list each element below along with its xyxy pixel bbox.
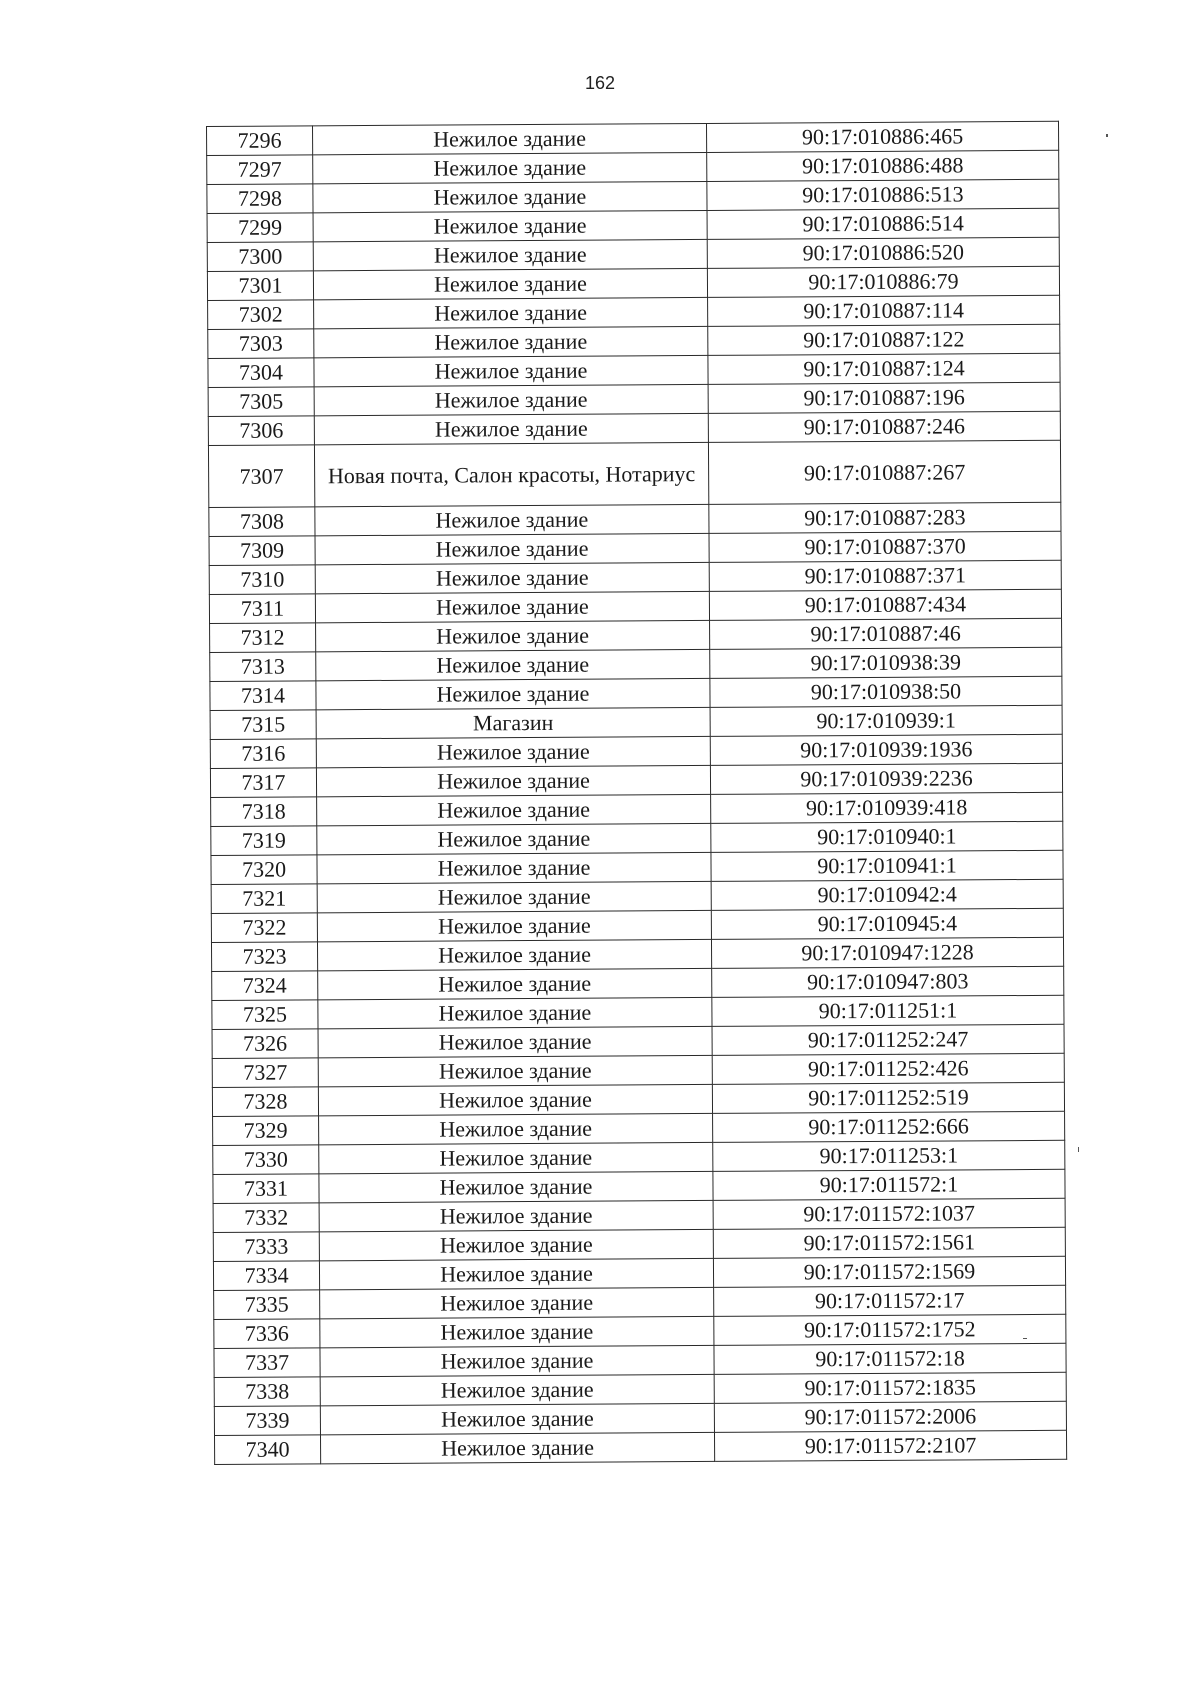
cadastral-number-cell: 90:17:010887:122 (708, 324, 1060, 355)
cadastral-number-cell: 90:17:010941:1 (711, 850, 1063, 881)
row-number-cell: 7322 (211, 913, 317, 943)
object-name-cell: Нежилое здание (319, 1142, 713, 1173)
cadastral-number-cell: 90:17:010887:46 (710, 618, 1062, 649)
row-number-cell: 7304 (208, 358, 314, 388)
table-row (214, 1430, 1066, 1464)
page-number: 162 (584, 73, 616, 93)
object-name-cell: Нежилое здание (313, 210, 707, 241)
object-name-cell: Нежилое здание (319, 1229, 713, 1260)
object-name-cell: Нежилое здание (318, 968, 712, 999)
object-name-cell: Нежилое здание (316, 649, 710, 680)
object-name-cell: Нежилое здание (314, 326, 708, 357)
object-name-cell: Новая почта, Салон красоты, Нотариус (314, 442, 708, 506)
row-number-cell: 7327 (212, 1058, 318, 1088)
object-name-cell: Нежилое здание (315, 504, 709, 535)
row-number-cell: 7323 (211, 942, 317, 972)
row-number-cell: 7338 (214, 1377, 320, 1407)
row-number-cell: 7329 (213, 1116, 319, 1146)
cadastral-number-cell: 90:17:010887:267 (708, 440, 1060, 504)
row-number-cell: 7298 (207, 184, 313, 214)
row-number-cell: 7318 (211, 797, 317, 827)
cadastral-number-cell: 90:17:010940:1 (711, 821, 1063, 852)
cadastral-number-cell: 90:17:011252:247 (712, 1024, 1064, 1055)
cadastral-number-cell: 90:17:010887:246 (708, 411, 1060, 442)
object-name-cell: Нежилое здание (315, 562, 709, 593)
row-number-cell: 7309 (209, 536, 315, 566)
row-number-cell: 7301 (207, 271, 313, 301)
cadastral-number-cell: 90:17:011572:18 (714, 1343, 1066, 1374)
cadastral-number-cell: 90:17:010886:465 (706, 121, 1058, 152)
object-name-cell: Нежилое здание (317, 852, 711, 883)
object-name-cell: Нежилое здание (317, 939, 711, 970)
cadastral-number-cell: 90:17:010887:124 (708, 353, 1060, 384)
row-number-cell: 7302 (208, 300, 314, 330)
scan-speck (1078, 1147, 1079, 1152)
cadastral-number-cell: 90:17:010939:1936 (710, 734, 1062, 765)
object-name-cell: Нежилое здание (313, 268, 707, 299)
cadastral-number-cell: 90:17:010886:79 (707, 266, 1059, 297)
cadastral-number-cell: 90:17:011572:1037 (713, 1198, 1065, 1229)
cadastral-number-cell: 90:17:011572:1752 (714, 1314, 1066, 1345)
cadastral-number-cell: 90:17:010939:2236 (710, 763, 1062, 794)
cadastral-number-cell: 90:17:011572:2107 (714, 1430, 1066, 1461)
cadastral-number-cell: 90:17:010887:283 (709, 502, 1061, 533)
row-number-cell: 7336 (214, 1319, 320, 1349)
cadastral-number-cell: 90:17:010938:50 (710, 676, 1062, 707)
row-number-cell: 7305 (208, 387, 314, 417)
row-number-cell: 7332 (213, 1203, 319, 1233)
row-number-cell: 7324 (212, 971, 318, 1001)
cadastral-number-cell: 90:17:011572:1569 (713, 1256, 1065, 1287)
cadastral-number-cell: 90:17:010886:513 (707, 179, 1059, 210)
object-name-cell: Нежилое здание (319, 1200, 713, 1231)
object-name-cell: Нежилое здание (320, 1287, 714, 1318)
cadastral-number-cell: 90:17:010887:370 (709, 531, 1061, 562)
object-name-cell: Нежилое здание (314, 384, 708, 415)
row-number-cell: 7316 (210, 739, 316, 769)
cadastral-number-cell: 90:17:011572:17 (714, 1285, 1066, 1316)
object-name-cell: Нежилое здание (317, 794, 711, 825)
row-number-cell: 7319 (211, 826, 317, 856)
row-number-cell: 7337 (214, 1348, 320, 1378)
object-name-cell: Нежилое здание (319, 1171, 713, 1202)
cadastral-number-cell: 90:17:010942:4 (711, 879, 1063, 910)
object-name-cell: Нежилое здание (319, 1258, 713, 1289)
row-number-cell: 7334 (213, 1261, 319, 1291)
row-number-cell: 7320 (211, 855, 317, 885)
row-number-cell: 7333 (213, 1232, 319, 1262)
cadastral-number-cell: 90:17:010938:39 (710, 647, 1062, 678)
cadastral-number-cell: 90:17:011253:1 (713, 1140, 1065, 1171)
object-name-cell: Нежилое здание (318, 997, 712, 1028)
row-number-cell: 7303 (208, 329, 314, 359)
cadastral-number-cell: 90:17:011572:1 (713, 1169, 1065, 1200)
object-name-cell: Нежилое здание (320, 1345, 714, 1376)
scan-speck (1023, 1338, 1027, 1339)
object-name-cell: Нежилое здание (316, 678, 710, 709)
row-number-cell: 7297 (207, 155, 313, 185)
cadastral-number-cell: 90:17:011572:1561 (713, 1227, 1065, 1258)
row-number-cell: 7328 (212, 1087, 318, 1117)
object-name-cell: Нежилое здание (319, 1113, 713, 1144)
object-name-cell: Магазин (316, 707, 710, 738)
row-number-cell: 7314 (210, 681, 316, 711)
cadastral-number-cell: 90:17:010887:371 (709, 560, 1061, 591)
object-name-cell: Нежилое здание (315, 591, 709, 622)
object-name-cell: Нежилое здание (318, 1026, 712, 1057)
row-number-cell: 7315 (210, 710, 316, 740)
object-name-cell: Нежилое здание (317, 910, 711, 941)
row-number-cell: 7339 (214, 1406, 320, 1436)
row-number-cell: 7313 (210, 652, 316, 682)
cadastral-number-cell: 90:17:011252:666 (713, 1111, 1065, 1142)
object-name-cell: Нежилое здание (316, 736, 710, 767)
row-number-cell: 7330 (213, 1145, 319, 1175)
row-number-cell: 7325 (212, 1000, 318, 1030)
cadastral-number-cell: 90:17:010945:4 (711, 908, 1063, 939)
row-number-cell: 7307 (208, 445, 314, 508)
row-number-cell: 7321 (211, 884, 317, 914)
row-number-cell: 7340 (214, 1435, 320, 1465)
row-number-cell: 7306 (208, 416, 314, 446)
object-name-cell: Нежилое здание (318, 1055, 712, 1086)
cadastral-number-cell: 90:17:011251:1 (712, 995, 1064, 1026)
table-row (208, 440, 1060, 507)
cadastral-number-cell: 90:17:010886:514 (707, 208, 1059, 239)
object-name-cell: Нежилое здание (314, 413, 708, 444)
row-number-cell: 7311 (209, 594, 315, 624)
object-name-cell: Нежилое здание (317, 823, 711, 854)
object-name-cell: Нежилое здание (320, 1374, 714, 1405)
cadastral-number-cell: 90:17:010947:1228 (711, 937, 1063, 968)
object-name-cell: Нежилое здание (316, 765, 710, 796)
cadastral-number-cell: 90:17:010939:418 (711, 792, 1063, 823)
object-name-cell: Нежилое здание (314, 355, 708, 386)
object-name-cell: Нежилое здание (317, 881, 711, 912)
cadastral-number-cell: 90:17:011252:426 (712, 1053, 1064, 1084)
row-number-cell: 7310 (209, 565, 315, 595)
row-number-cell: 7335 (214, 1290, 320, 1320)
cadastral-number-cell: 90:17:010886:488 (707, 150, 1059, 181)
object-name-cell: Нежилое здание (316, 620, 710, 651)
cadastral-number-cell: 90:17:011572:1835 (714, 1372, 1066, 1403)
row-number-cell: 7308 (209, 507, 315, 537)
cadastral-number-cell: 90:17:010887:114 (708, 295, 1060, 326)
cadastral-number-cell: 90:17:010886:520 (707, 237, 1059, 268)
object-name-cell: Нежилое здание (318, 1084, 712, 1115)
property-registry-table (206, 121, 1067, 1465)
object-name-cell: Нежилое здание (320, 1403, 714, 1434)
row-number-cell: 7296 (207, 126, 313, 156)
cadastral-number-cell: 90:17:010947:803 (712, 966, 1064, 997)
row-number-cell: 7312 (210, 623, 316, 653)
row-number-cell: 7300 (207, 242, 313, 272)
object-name-cell: Нежилое здание (313, 152, 707, 183)
row-number-cell: 7326 (212, 1029, 318, 1059)
cadastral-number-cell: 90:17:011572:2006 (714, 1401, 1066, 1432)
object-name-cell: Нежилое здание (315, 533, 709, 564)
row-number-cell: 7317 (210, 768, 316, 798)
scan-speck (1106, 134, 1108, 137)
row-number-cell: 7299 (207, 213, 313, 243)
object-name-cell: Нежилое здание (313, 181, 707, 212)
cadastral-number-cell: 90:17:010887:434 (709, 589, 1061, 620)
object-name-cell: Нежилое здание (320, 1316, 714, 1347)
object-name-cell: Нежилое здание (314, 297, 708, 328)
cadastral-number-cell: 90:17:010939:1 (710, 705, 1062, 736)
object-name-cell: Нежилое здание (313, 123, 707, 154)
registry-table-body (207, 121, 1067, 1464)
cadastral-number-cell: 90:17:011252:519 (712, 1082, 1064, 1113)
cadastral-number-cell: 90:17:010887:196 (708, 382, 1060, 413)
object-name-cell: Нежилое здание (313, 239, 707, 270)
row-number-cell: 7331 (213, 1174, 319, 1204)
object-name-cell: Нежилое здание (320, 1432, 714, 1463)
